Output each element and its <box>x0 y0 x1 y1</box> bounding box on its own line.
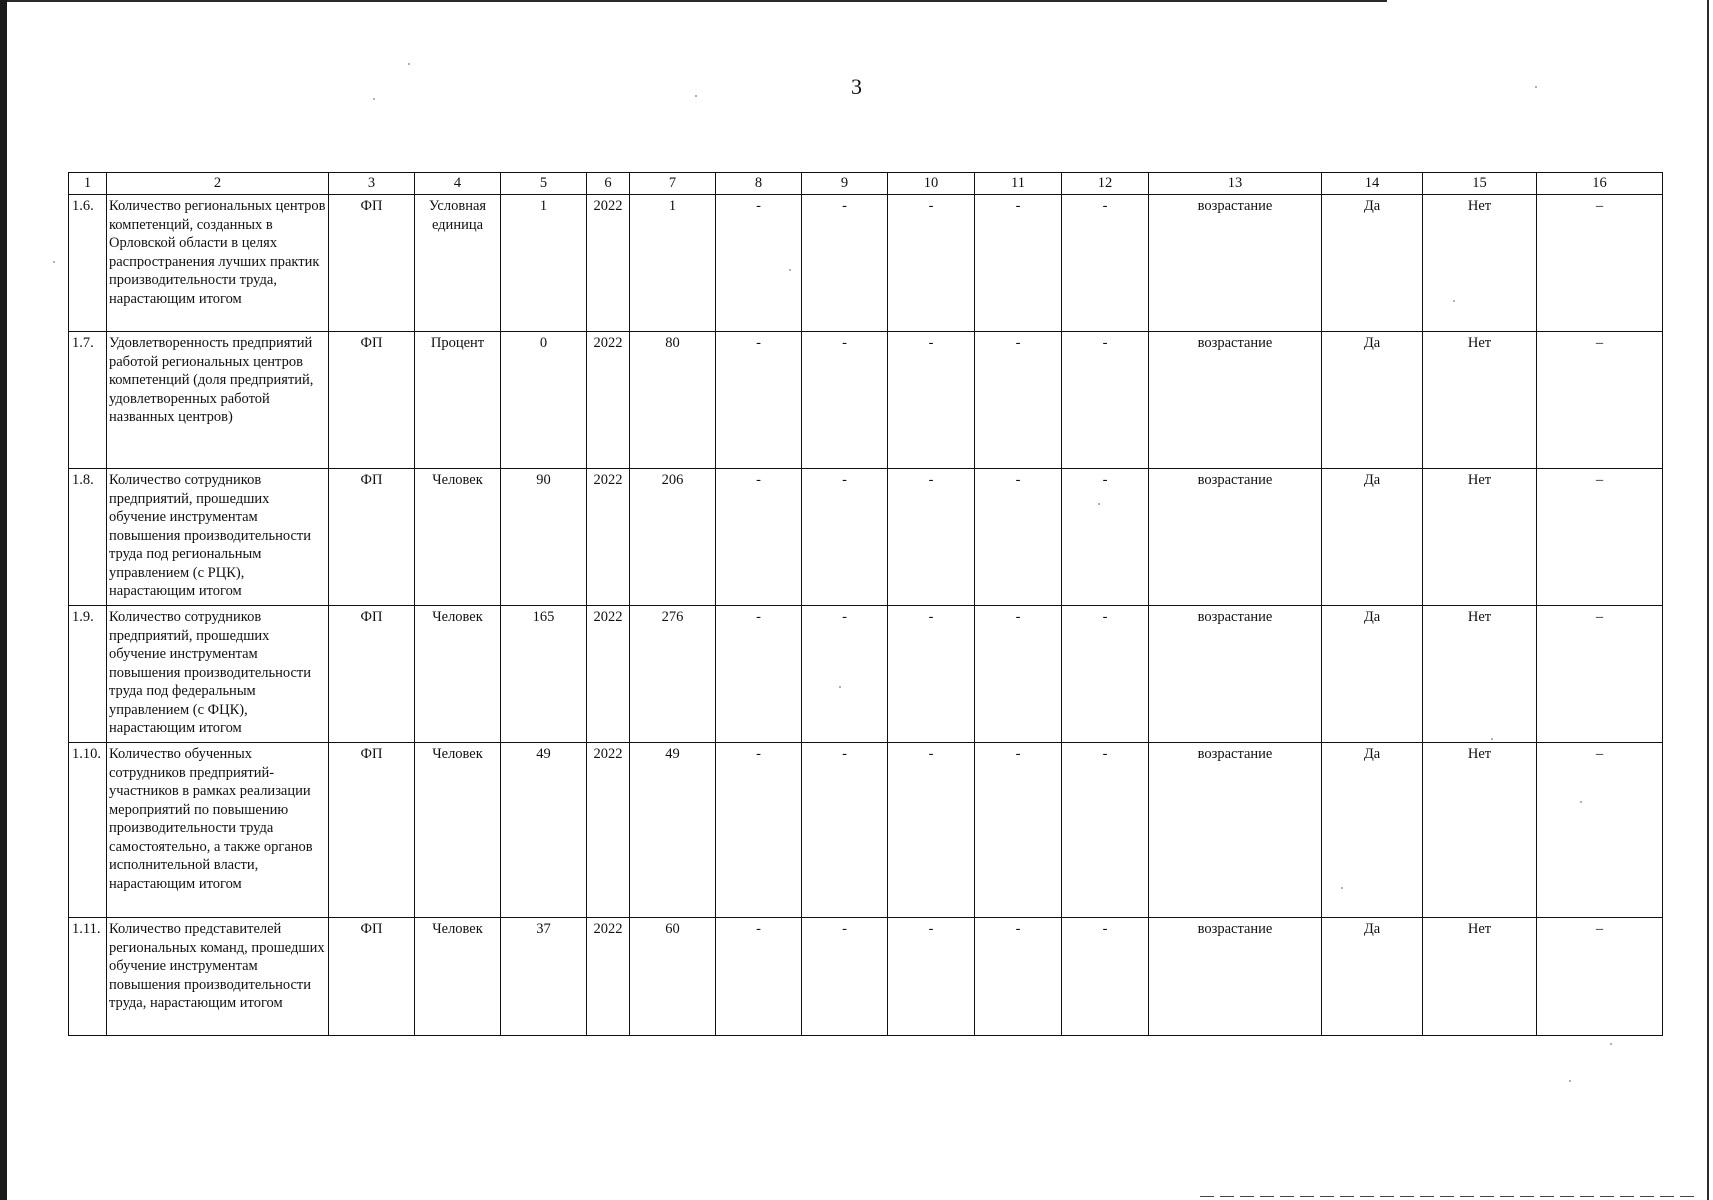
cell-col14: Да <box>1322 918 1423 1036</box>
cell-col14: Да <box>1322 469 1423 606</box>
scan-speck <box>695 95 697 97</box>
indicators-table <box>68 172 1663 1036</box>
cell-col10: - <box>888 918 975 1036</box>
header-cell: 14 <box>1322 173 1423 195</box>
header-cell: 4 <box>415 173 501 195</box>
table-row <box>69 606 1663 743</box>
cell-col9: - <box>802 918 888 1036</box>
cell-col10: - <box>888 332 975 469</box>
header-cell: 11 <box>975 173 1062 195</box>
cell-col11: - <box>975 469 1062 606</box>
cell-col4: Человек <box>415 606 501 743</box>
cell-col16: – <box>1537 743 1663 918</box>
cell-col10: - <box>888 469 975 606</box>
cell-col7: 1 <box>630 195 716 332</box>
row-number: 1.11. <box>69 918 107 1036</box>
header-cell: 2 <box>107 173 329 195</box>
cell-col8: - <box>716 743 802 918</box>
cell-col11: - <box>975 743 1062 918</box>
cell-col6: 2022 <box>587 743 630 918</box>
table-row <box>69 743 1663 918</box>
cell-col14: Да <box>1322 195 1423 332</box>
cell-col5: 1 <box>501 195 587 332</box>
cell-col13: возрастание <box>1149 195 1322 332</box>
cell-col11: - <box>975 332 1062 469</box>
cell-col15: Нет <box>1423 195 1537 332</box>
scan-speck <box>789 269 791 271</box>
row-number: 1.7. <box>69 332 107 469</box>
cell-col7: 60 <box>630 918 716 1036</box>
cell-col15: Нет <box>1423 332 1537 469</box>
cell-col12: - <box>1062 918 1149 1036</box>
cell-col12: - <box>1062 606 1149 743</box>
cell-col14: Да <box>1322 332 1423 469</box>
header-cell: 10 <box>888 173 975 195</box>
cell-col3: ФП <box>329 918 415 1036</box>
indicator-name: Количество обученных сотрудников предприятий-участников в рамках реализации мероприятий по повышению производительности труда самостоятельно, а также органов исполнительной власти, нарастающим итогом <box>107 743 329 918</box>
row-number: 1.10. <box>69 743 107 918</box>
cell-col13: возрастание <box>1149 469 1322 606</box>
scan-speck <box>1453 300 1455 302</box>
cell-col16: – <box>1537 332 1663 469</box>
scan-speck <box>53 261 55 263</box>
cell-col7: 276 <box>630 606 716 743</box>
indicator-name: Количество сотрудников предприятий, прошедших обучение инструментам повышения производительности труда под региональным управлением (с РЦК), нарастающим итогом <box>107 469 329 606</box>
scan-speck <box>1569 1080 1571 1082</box>
cell-col11: - <box>975 918 1062 1036</box>
row-number: 1.6. <box>69 195 107 332</box>
cell-col9: - <box>802 469 888 606</box>
cell-col16: – <box>1537 918 1663 1036</box>
scan-speck <box>839 686 841 688</box>
page-number: 3 <box>851 74 862 99</box>
cell-col6: 2022 <box>587 918 630 1036</box>
cell-col3: ФП <box>329 606 415 743</box>
header-cell: 3 <box>329 173 415 195</box>
scan-speck <box>1610 1043 1612 1045</box>
cell-col15: Нет <box>1423 469 1537 606</box>
cell-col5: 165 <box>501 606 587 743</box>
cell-col5: 49 <box>501 743 587 918</box>
cell-col15: Нет <box>1423 606 1537 743</box>
cell-col6: 2022 <box>587 469 630 606</box>
cell-col9: - <box>802 195 888 332</box>
cell-col8: - <box>716 918 802 1036</box>
indicator-name: Количество региональных центров компетенций, созданных в Орловской области в целях распространения лучших практик производительности труда, нарастающим итогом <box>107 195 329 332</box>
cell-col7: 206 <box>630 469 716 606</box>
cell-col4: Процент <box>415 332 501 469</box>
cell-col13: возрастание <box>1149 606 1322 743</box>
cell-col4: Человек <box>415 469 501 606</box>
cell-col14: Да <box>1322 743 1423 918</box>
header-cell: 16 <box>1537 173 1663 195</box>
scan-speck <box>373 98 375 100</box>
cell-col4: Условная единица <box>415 195 501 332</box>
cell-col5: 0 <box>501 332 587 469</box>
header-cell: 7 <box>630 173 716 195</box>
cell-col3: ФП <box>329 195 415 332</box>
cell-col9: - <box>802 606 888 743</box>
header-cell: 8 <box>716 173 802 195</box>
cell-col16: – <box>1537 606 1663 743</box>
header-row <box>69 173 1663 195</box>
table-row <box>69 918 1663 1036</box>
cell-col6: 2022 <box>587 606 630 743</box>
cell-col4: Человек <box>415 743 501 918</box>
cell-col8: - <box>716 332 802 469</box>
cell-col3: ФП <box>329 332 415 469</box>
scan-speck <box>408 63 410 65</box>
cell-col4: Человек <box>415 918 501 1036</box>
indicator-name: Количество сотрудников предприятий, прошедших обучение инструментам повышения производительности труда под федеральным управлением (с ФЦК), нарастающим итогом <box>107 606 329 743</box>
cell-col10: - <box>888 606 975 743</box>
scan-top-edge <box>7 0 1387 2</box>
cell-col11: - <box>975 606 1062 743</box>
scan-right-edge <box>1707 0 1709 1200</box>
cell-col13: возрастание <box>1149 332 1322 469</box>
indicator-name: Удовлетворенность предприятий работой региональных центров компетенций (доля предприятий, удовлетворенных работой названных центров) <box>107 332 329 469</box>
table-row <box>69 332 1663 469</box>
cell-col12: - <box>1062 469 1149 606</box>
cell-col9: - <box>802 332 888 469</box>
header-cell: 15 <box>1423 173 1537 195</box>
cell-col6: 2022 <box>587 195 630 332</box>
cell-col10: - <box>888 743 975 918</box>
cell-col7: 80 <box>630 332 716 469</box>
cell-col5: 90 <box>501 469 587 606</box>
scan-left-edge <box>0 0 7 1200</box>
row-number: 1.9. <box>69 606 107 743</box>
scan-speck <box>1098 503 1100 505</box>
scan-speck <box>1491 738 1493 740</box>
cell-col16: – <box>1537 195 1663 332</box>
scan-speck <box>1580 801 1582 803</box>
cell-col13: возрастание <box>1149 918 1322 1036</box>
cell-col3: ФП <box>329 469 415 606</box>
cell-col3: ФП <box>329 743 415 918</box>
scan-bottom-edge <box>1200 1196 1700 1197</box>
cell-col9: - <box>802 743 888 918</box>
cell-col15: Нет <box>1423 743 1537 918</box>
indicator-name: Количество представителей региональных команд, прошедших обучение инструментам повышения производительности труда, нарастающим итогом <box>107 918 329 1036</box>
cell-col12: - <box>1062 195 1149 332</box>
cell-col16: – <box>1537 469 1663 606</box>
header-cell: 6 <box>587 173 630 195</box>
header-cell: 5 <box>501 173 587 195</box>
scan-speck <box>1341 887 1343 889</box>
scan-speck <box>1535 86 1537 88</box>
row-number: 1.8. <box>69 469 107 606</box>
cell-col8: - <box>716 469 802 606</box>
cell-col8: - <box>716 606 802 743</box>
cell-col15: Нет <box>1423 918 1537 1036</box>
cell-col6: 2022 <box>587 332 630 469</box>
cell-col10: - <box>888 195 975 332</box>
table-row <box>69 469 1663 606</box>
header-cell: 9 <box>802 173 888 195</box>
cell-col12: - <box>1062 332 1149 469</box>
cell-col11: - <box>975 195 1062 332</box>
cell-col14: Да <box>1322 606 1423 743</box>
cell-col8: - <box>716 195 802 332</box>
header-cell: 13 <box>1149 173 1322 195</box>
cell-col5: 37 <box>501 918 587 1036</box>
cell-col12: - <box>1062 743 1149 918</box>
header-cell: 1 <box>69 173 107 195</box>
cell-col13: возрастание <box>1149 743 1322 918</box>
table-row <box>69 195 1663 332</box>
cell-col7: 49 <box>630 743 716 918</box>
header-cell: 12 <box>1062 173 1149 195</box>
